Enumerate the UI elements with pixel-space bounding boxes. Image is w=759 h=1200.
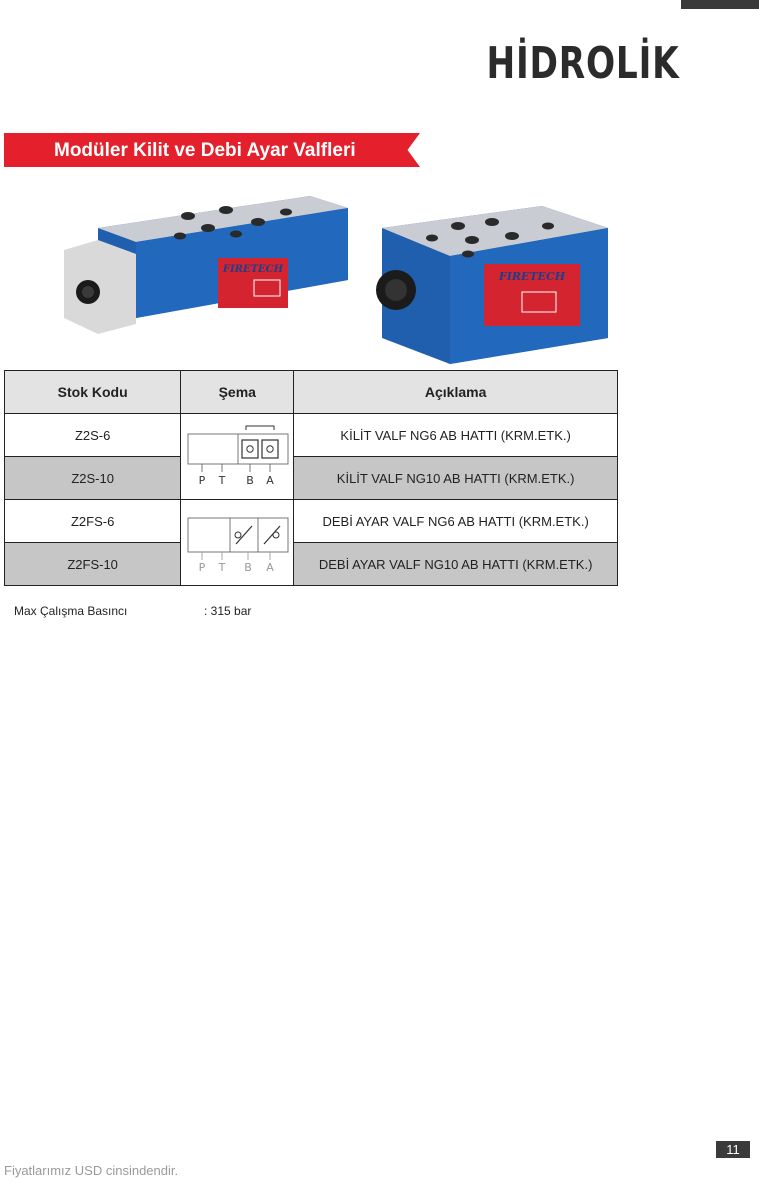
description-cell: DEBİ AYAR VALF NG6 AB HATTI (KRM.ETK.) <box>294 500 618 543</box>
header-stock-code: Stok Kodu <box>5 371 181 414</box>
brand-label: FIRETECH <box>498 270 566 283</box>
flow-control-schema-icon <box>182 506 292 576</box>
top-corner-bar <box>681 0 759 9</box>
stock-code-cell: Z2S-10 <box>5 457 181 500</box>
header-description: Açıklama <box>294 371 618 414</box>
page-number: 11 <box>716 1141 750 1158</box>
table-row <box>5 457 618 500</box>
stock-code-cell: Z2FS-10 <box>5 543 181 586</box>
port-label: B <box>246 474 255 487</box>
description-cell: KİLİT VALF NG10 AB HATTI (KRM.ETK.) <box>294 457 618 500</box>
schema-cell <box>181 414 294 500</box>
schema-cell <box>181 500 294 586</box>
port-label: A <box>266 474 275 487</box>
port-label: P <box>198 561 206 574</box>
description-cell: KİLİT VALF NG6 AB HATTI (KRM.ETK.) <box>294 414 618 457</box>
port-label: T <box>218 561 226 574</box>
port-label: T <box>218 474 226 487</box>
page-heading: HİDROLİK <box>486 38 680 89</box>
max-pressure-value: : 315 bar <box>204 604 252 618</box>
stock-code-cell: Z2FS-6 <box>5 500 181 543</box>
max-pressure-label: Max Çalışma Basıncı <box>14 604 128 618</box>
port-label: P <box>198 474 206 487</box>
product-table <box>4 370 618 586</box>
brand-label: FIRETECH <box>222 264 284 275</box>
check-valve-schema-icon <box>182 420 292 490</box>
port-label: A <box>266 561 275 574</box>
valve-photo-long <box>58 188 350 336</box>
header-schema: Şema <box>181 371 294 414</box>
table-header-row <box>5 371 618 414</box>
table-row <box>5 414 618 457</box>
table-row <box>5 500 618 543</box>
section-title: Modüler Kilit ve Debi Ayar Valfleri <box>54 140 356 161</box>
description-cell: DEBİ AYAR VALF NG10 AB HATTI (KRM.ETK.) <box>294 543 618 586</box>
valve-photo-compact <box>372 188 608 364</box>
footer-note: Fiyatlarımız USD cinsindendir. <box>4 1163 179 1178</box>
port-label: B <box>244 561 253 574</box>
stock-code-cell: Z2S-6 <box>5 414 181 457</box>
table-row <box>5 543 618 586</box>
